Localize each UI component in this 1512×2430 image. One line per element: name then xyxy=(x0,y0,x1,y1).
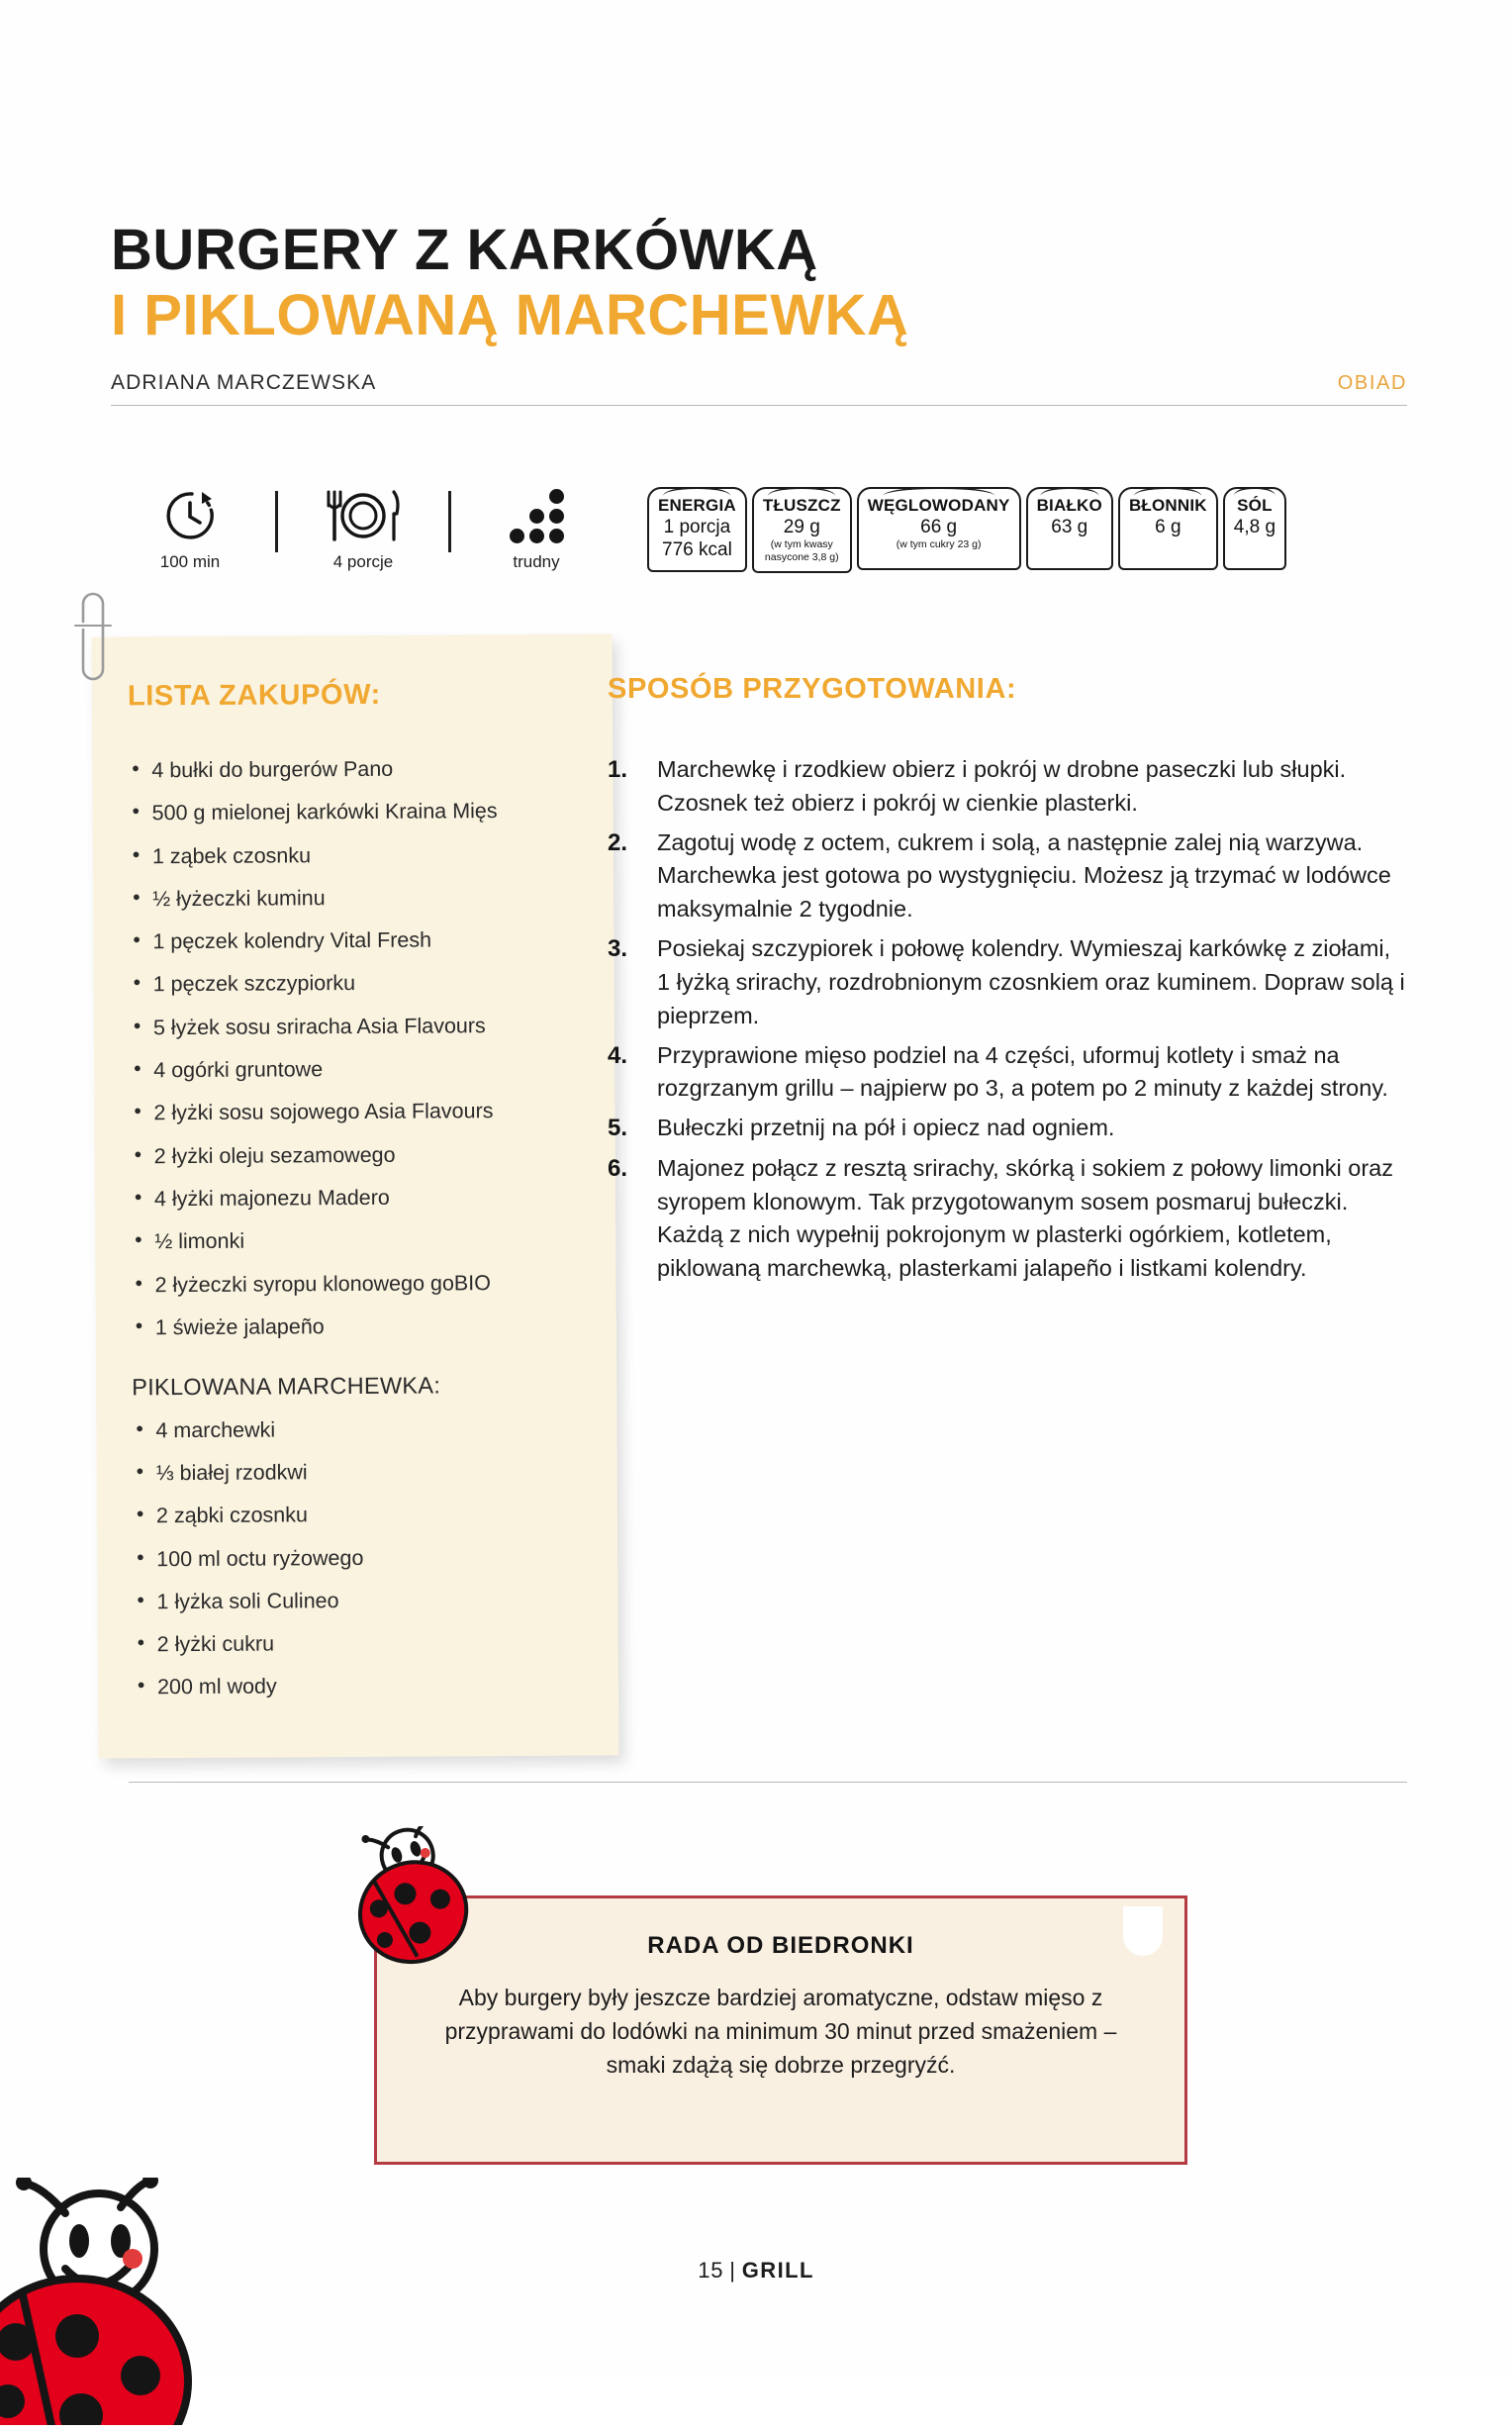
preparation-step xyxy=(608,1152,1409,1286)
meta-divider-2 xyxy=(448,491,451,552)
nutrition-value: 4,8 g xyxy=(1233,516,1276,537)
tip-box xyxy=(374,1895,1187,2165)
ingredients-list xyxy=(128,754,581,1342)
bottom-divider xyxy=(129,1782,1407,1783)
nutrition-cell-salt xyxy=(1223,487,1286,570)
tip-title: RADA OD BIEDRONKI xyxy=(647,1932,914,1959)
list-item: • 1 ząbek czosnku xyxy=(129,839,578,871)
step-text: Zagotuj wodę z octem, cukrem i solą, a następnie zalej nią warzywa. Marchewka jest gotowa po wystygnięciu. Możesz ją trzymać w lodówce maksymalnie 2 tygodnie. xyxy=(657,828,1391,923)
meta-portions-label: 4 porcje xyxy=(332,552,394,571)
preparation-heading: SPOSÓB PRZYGOTOWANIA: xyxy=(608,673,1017,705)
nutrition-value: 1 porcja xyxy=(663,516,731,537)
list-item: • 5 łyżek sosu sriracha Asia Flavours xyxy=(130,1011,579,1042)
step-text: Marchewkę i rzodkiew obierz i pokrój w drobne paseczki lub słupki. Czosnek też obierz i pokrój w cienkie plasterki. xyxy=(657,756,1347,816)
step-number: 6. xyxy=(608,1154,628,1182)
list-item: • 2 ząbki czosnku xyxy=(133,1500,582,1531)
list-item: • 1 świeże jalapeño xyxy=(132,1311,581,1342)
nutrition-label: BŁONNIK xyxy=(1128,496,1207,515)
preparation-step xyxy=(608,1039,1409,1107)
step-text: Bułeczki przetnij na pół i opiecz nad ogniem. xyxy=(657,1115,1115,1141)
step-text: Posiekaj szczypiorek i połowę kolendry. Wymieszaj karkówkę z ziołami, 1 łyżką srirachy, rozdrobnionym czosnkiem oraz kuminem. Dopraw solą i pieprzem. xyxy=(657,935,1405,1028)
nutrition-subnote: (w tym kwasy xyxy=(770,538,833,551)
step-number: 1. xyxy=(608,756,628,783)
preparation-step xyxy=(608,826,1409,926)
list-item: • 1 pęczek szczypiorku xyxy=(130,968,579,1000)
meta-time-label: 100 min xyxy=(159,552,221,571)
tip-box-notch xyxy=(1123,1906,1163,1956)
footer-page-number: 15 xyxy=(698,2258,724,2283)
list-item: • ⅓ białej rzodkwi xyxy=(133,1457,582,1489)
difficulty-dot xyxy=(529,509,544,524)
recipe-category-badge: OBIAD xyxy=(1337,372,1407,395)
list-item: • ½ limonki xyxy=(131,1225,580,1257)
list-item: • 2 łyżki sosu sojowego Asia Flavours xyxy=(130,1097,579,1128)
preparation-steps xyxy=(608,753,1409,1286)
list-item: • 2 łyżki cukru xyxy=(134,1628,583,1660)
nutrition-value: 63 g xyxy=(1051,516,1088,537)
nutrition-value-kcal: 776 kcal xyxy=(662,539,732,561)
header-divider xyxy=(111,405,1407,406)
nutrition-label: BIAŁKO xyxy=(1036,496,1102,515)
footer-section-label: GRILL xyxy=(741,2258,814,2283)
ladybug-mascot-large-icon xyxy=(0,2178,210,2425)
paperclip-icon xyxy=(71,582,115,693)
step-number: 4. xyxy=(608,1041,628,1069)
list-item: • 200 ml wody xyxy=(134,1671,583,1702)
recipe-meta-strip xyxy=(111,487,1407,596)
difficulty-level-icon xyxy=(510,487,564,544)
nutrition-cell-fat xyxy=(752,487,852,573)
meta-icon-group xyxy=(111,487,600,572)
page-header xyxy=(111,220,1407,406)
list-item: • 4 bułki do burgerów Pano xyxy=(128,754,577,786)
meta-item-portions xyxy=(300,487,426,572)
step-number: 5. xyxy=(608,1115,628,1142)
meta-item-difficulty xyxy=(473,487,600,572)
clock-icon xyxy=(162,487,218,544)
ingredients-subheading: PIKLOWANA MARCHEWKA: xyxy=(132,1372,441,1401)
byline-row xyxy=(111,371,1407,395)
ingredients-sublist xyxy=(132,1413,583,1701)
step-number: 2. xyxy=(608,828,628,856)
nutrition-label: ENERGIA xyxy=(658,496,736,515)
preparation-section xyxy=(608,673,1409,1292)
nutrition-subnote-2: nasycone 3,8 g) xyxy=(764,550,839,563)
meta-difficulty-label: trudny xyxy=(513,552,560,571)
step-number: 3. xyxy=(608,935,628,963)
nutrition-cell-energy xyxy=(647,487,747,572)
nutrition-cell-protein xyxy=(1026,487,1113,570)
list-item: • 4 ogórki gruntowe xyxy=(130,1054,579,1086)
preparation-step xyxy=(608,1112,1409,1146)
page-footer xyxy=(0,2258,1512,2284)
difficulty-dot xyxy=(549,529,564,543)
list-item: • 4 marchewki xyxy=(132,1413,581,1445)
list-item: • 500 g mielonej karkówki Kraina Mięs xyxy=(129,797,578,828)
list-item: • 2 łyżeczki syropu klonowego goBIO xyxy=(131,1268,580,1300)
nutrition-cell-fiber xyxy=(1118,487,1218,570)
preparation-step xyxy=(608,932,1409,1032)
plate-cutlery-icon xyxy=(321,487,406,544)
difficulty-dot xyxy=(510,529,524,543)
footer-separator: | xyxy=(729,2258,736,2283)
ladybug-mascot-icon xyxy=(348,1826,479,1975)
nutrition-label: TŁUSZCZ xyxy=(762,496,841,515)
nutrition-value: 6 g xyxy=(1155,516,1181,537)
step-text: Przyprawione mięso podziel na 4 części, uformuj kotlety i smaż na rozgrzanym grillu – najpierw po 3, a potem po 2 minuty z każdej strony. xyxy=(657,1041,1388,1102)
nutrition-cell-carbs xyxy=(857,487,1021,570)
preparation-step xyxy=(608,753,1409,821)
ingredients-card xyxy=(92,633,619,1758)
page-title-primary: BURGERY Z KARKÓWKĄ xyxy=(111,218,818,282)
meta-divider-1 xyxy=(275,491,278,552)
list-item: • 2 łyżki oleju sezamowego xyxy=(131,1139,580,1171)
difficulty-dot xyxy=(549,489,564,504)
ingredients-heading: LISTA ZAKUPÓW: xyxy=(127,678,381,713)
meta-item-time xyxy=(127,487,253,572)
list-item: • 1 pęczek kolendry Vital Fresh xyxy=(129,925,578,957)
difficulty-dot xyxy=(529,529,544,543)
list-item: • 1 łyżka soli Culineo xyxy=(133,1585,582,1616)
nutrition-table xyxy=(647,487,1286,573)
list-item: • 4 łyżki majonezu Madero xyxy=(131,1183,580,1215)
step-text: Majonez połącz z resztą srirachy, skórką i sokiem z połowy limonki oraz syropem klonowym. Tak przygotowanym sosem posmaruj bułeczki. Każdą z nich wypełnij pokrojonym w plasterki ogórkiem, kotletem, piklowaną marchewką, plasterkami jalapeño i listkami kolendry. xyxy=(657,1154,1393,1282)
nutrition-label: WĘGLOWODANY xyxy=(867,496,1010,515)
nutrition-value: 66 g xyxy=(920,516,958,537)
nutrition-value: 29 g xyxy=(783,516,820,537)
difficulty-dot xyxy=(549,509,564,524)
page-title-secondary: I PIKLOWANĄ MARCHEWKĄ xyxy=(111,282,909,347)
recipe-author: ADRIANA MARCZEWSKA xyxy=(111,371,377,395)
nutrition-label: SÓL xyxy=(1237,496,1273,515)
nutrition-subnote: (w tym cukry 23 g) xyxy=(896,538,982,551)
tip-text: Aby burgery były jeszcze bardziej aromatyczne, odstaw mięso z przyprawami do lodówki na minimum 30 minut przed smażeniem – smaki zdążą się dobrze przegryźć. xyxy=(444,1985,1117,2078)
list-item: • 100 ml octu ryżowego xyxy=(133,1542,582,1574)
list-item: • ½ łyżeczki kuminu xyxy=(129,883,578,915)
